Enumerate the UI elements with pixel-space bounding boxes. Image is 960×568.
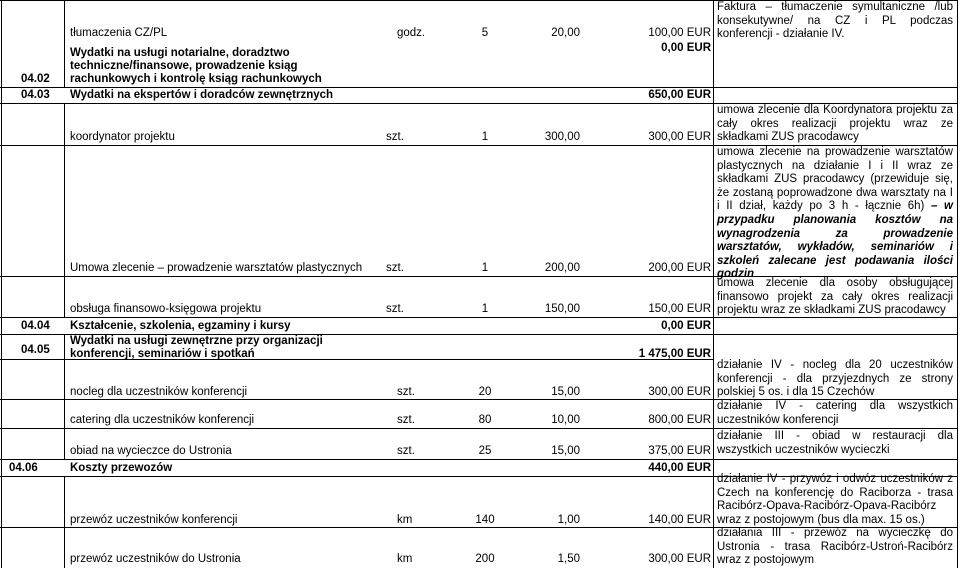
row-total: 800,00 EUR [648,414,711,426]
comment-warsztaty-text: umowa zlecenie na prowadzenie warsztatów plastycznych na działanie I i II wraz ze składkami ZUS pracodawcy (przewiduje się, że zostaną poprowadzone dwa warsztaty na I i II dział, każdy po 3 h - łącznie 6h) [717,146,953,213]
row-price: 10,00 [551,414,580,426]
section-desc-line: konferencji, seminariów i spotkań [70,348,255,360]
row-qty: 1 [481,303,489,315]
grid-line [1,0,2,568]
row-desc: tłumaczenia CZ/PL [70,27,168,39]
comment-koordynator: umowa zlecenie dla Koordynatora projektu za cały okres realizacji projektu wraz ze składkami ZUS pracodawcy [717,104,953,144]
section-desc: Wydatki na ekspertów i doradców zewnętrznych [70,89,334,101]
grid-line [0,87,958,88]
row-qty: 25 [478,445,492,457]
row-price: 15,00 [551,386,580,398]
row-total: 300,00 EUR [648,386,711,398]
row-desc: nocleg dla uczestników konferencji [70,386,248,398]
comment-catering: działanie IV - catering dla wszystkich uczestników konferencji [717,400,953,426]
row-unit: szt. [386,131,404,143]
row-qty: 1 [481,262,489,274]
section-code: 04.02 [21,73,50,85]
row-total: 300,00 EUR [648,553,711,565]
row-qty: 1 [481,131,489,143]
row-desc: przewóz uczestników do Ustronia [70,553,241,565]
row-unit: szt. [397,414,415,426]
row-price: 1,00 [557,514,580,526]
grid-line [0,459,958,460]
row-total: 150,00 EUR [648,303,711,315]
row-price: 300,00 [544,131,580,143]
grid-line [957,0,958,568]
section-desc-line: rachunkowych i kontrolę ksiąg rachunkowych [70,73,322,85]
row-total: 300,00 EUR [648,131,711,143]
section-code: 04.05 [21,344,50,356]
comment-nocleg: działanie IV - nocleg dla 20 uczestników konferencji - dla przyjezdnych ze strony polskiej 5 os. i dla 15 Czechów [717,359,953,399]
section-code: 04.04 [21,320,50,332]
row-desc: koordynator projektu [70,131,175,143]
grid-line [64,476,65,568]
row-unit: km [397,514,413,526]
row-price: 200,00 [544,262,580,274]
row-unit: szt. [397,445,415,457]
row-qty: 20 [478,386,492,398]
row-desc: obiad na wycieczce do Ustronia [70,445,232,457]
grid-line [64,103,65,317]
row-qty: 80 [478,414,492,426]
comment-przewoz1: działanie IV - przywóz i odwóz uczestników z Czech na konferencję do Raciborza - trasa Racibórz-Opava-Racibórz-Opava-Racibórz wraz z postojowym (bus dla max. 15 os.) [717,473,953,526]
comment-obsluga: umowa zlecenie dla osoby obsługującej finansowo projekt za cały okres realizacji projektu wraz ze składkami ZUS pracodawcy [717,277,953,317]
section-desc-line: Wydatki na usługi notarialne, doradztwo [70,47,290,59]
grid-line [713,0,714,568]
section-total: 0,00 EUR [661,42,711,54]
section-desc: Kształcenie, szkolenia, egzaminy i kursy [70,320,291,332]
row-qty: 140 [475,514,495,526]
row-unit: km [397,553,413,565]
section-code: 04.03 [21,89,50,101]
section-total: 0,00 EUR [661,320,711,332]
section-desc: Koszty przewozów [70,462,173,474]
row-desc: obsługa finansowo-księgowa projektu [70,303,262,315]
section-total: 650,00 EUR [648,89,711,101]
row-desc: przewóz uczestników konferencji [70,514,238,526]
section-total: 440,00 EUR [648,462,711,474]
row-price: 15,00 [551,445,580,457]
row-price: 1,50 [557,553,580,565]
row-qty: 200 [475,553,495,565]
row-price: 150,00 [544,303,580,315]
row-desc: catering dla uczestników konferencji [70,414,255,426]
row-unit: szt. [386,303,404,315]
row-unit: szt. [386,262,404,274]
section-desc-line: techniczne/finansowe, prowadzenie ksiąg [70,60,298,72]
row-qty: 5 [481,27,489,39]
grid-line [64,0,65,87]
row-price: 20,00 [551,27,580,39]
grid-line [64,334,65,459]
row-unit: szt. [397,386,415,398]
comment-przewoz2: działania III - przewóz na wycieczkę do Ustronia - trasa Racibórz-Ustroń-Racibórz wraz z postojowym [717,527,953,567]
section-desc-line: Wydatki na usługi zewnętrzne przy organizacji [70,335,323,347]
comment-warsztaty-note: – w przypadku planowania kosztów na wynagrodzenia za prowadzenie warsztatów, wykładów, seminariów i szkoleń zalecane jest podawania ilości godzin [717,200,953,281]
row-desc: Umowa zlecenie – prowadzenie warsztatów plastycznych [70,262,363,274]
comment-warsztaty [717,146,953,282]
comment-obiad: działanie III - obiad w restauracji dla wszystkich uczestników wycieczki [717,430,953,456]
section-code: 04.06 [9,462,38,474]
row-unit: godz. [397,27,426,39]
section-total: 1 475,00 EUR [638,348,711,360]
row-total: 375,00 EUR [648,445,711,457]
grid-line [0,428,958,429]
row-total: 200,00 EUR [648,262,711,274]
comment-faktura: Faktura – tłumaczenie symultaniczne /lub konsekutywne/ na CZ i PL podczas konferencji - działanie IV. [717,1,953,41]
row-total: 140,00 EUR [648,514,711,526]
row-total: 100,00 EUR [648,27,711,39]
